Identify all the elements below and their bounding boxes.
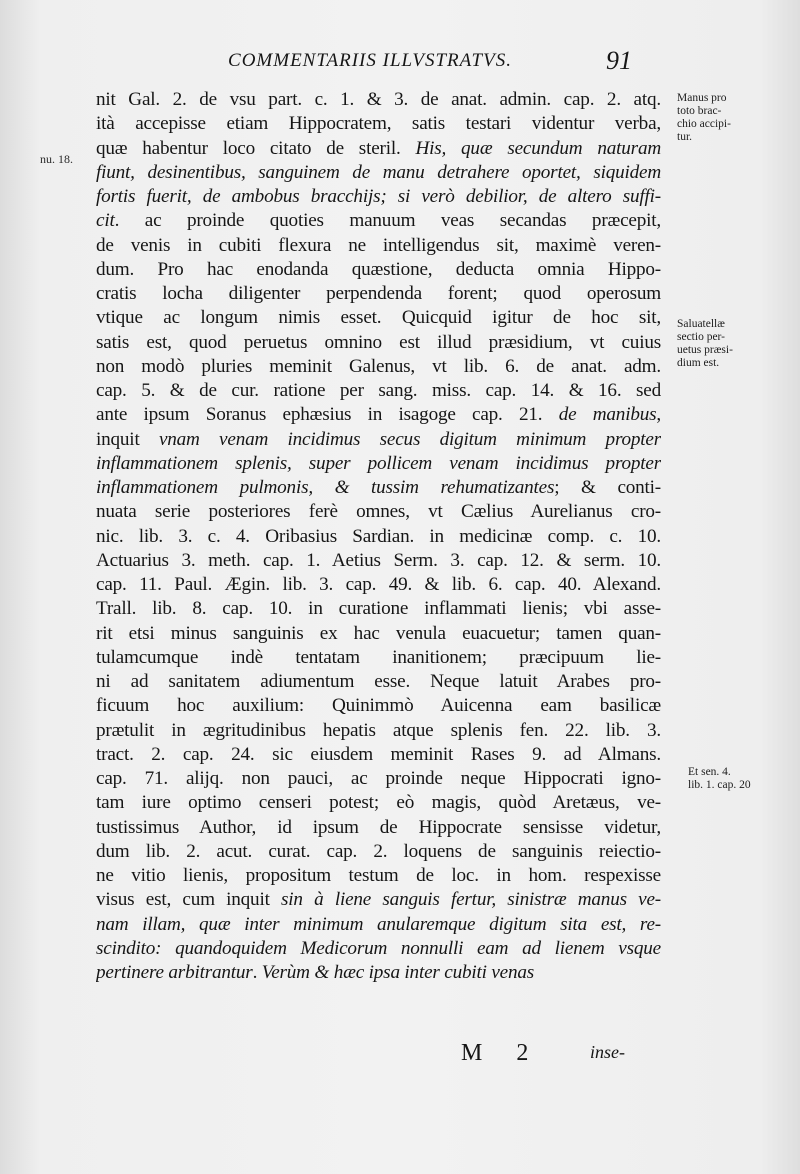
text-line bbox=[96, 331, 661, 355]
text-segment: , bbox=[656, 404, 661, 426]
text-segment: quæ habentur loco citato de steril. bbox=[96, 137, 416, 159]
text-segment: tulamcumque indè tentatam inanitionem; præcipuum lie- bbox=[96, 646, 661, 668]
text-segment: . ac proinde quoties manuum veas secandas præcepit, bbox=[114, 210, 661, 232]
text-segment: . bbox=[252, 962, 262, 983]
text-line bbox=[96, 670, 661, 694]
italic-text-segment: vnam venam incidimus secus digitum minimum propter bbox=[158, 428, 661, 450]
text-line bbox=[96, 88, 661, 112]
catchword: inse- bbox=[590, 1042, 625, 1062]
text-line bbox=[96, 258, 661, 282]
text-line bbox=[96, 888, 661, 912]
text-segment: dum lib. 2. acut. curat. cap. 2. loquens de sanguinis reiectio- bbox=[96, 840, 661, 862]
text-line bbox=[96, 306, 661, 330]
text-segment: nic. lib. 3. c. 4. Oribasius Sardian. in medicinæ comp. c. 10. bbox=[96, 525, 661, 547]
text-line bbox=[96, 525, 661, 549]
text-line bbox=[96, 622, 661, 646]
text-line bbox=[96, 209, 661, 233]
text-line bbox=[96, 864, 661, 888]
text-line bbox=[96, 500, 661, 524]
margin-note-2: Saluatellæ sectio per- uetus præsi- dium est. bbox=[677, 318, 733, 369]
text-segment: dum. Pro hac enodanda quæstione, deducta omnia Hippo- bbox=[96, 258, 661, 280]
running-title: COMMENTARIIS ILLVSTRATVS. bbox=[228, 50, 512, 71]
italic-text-segment: sin à liene sanguis fertur, sinistræ manus ve- bbox=[281, 889, 661, 911]
italic-text-segment: His, quæ secundum naturam bbox=[415, 137, 661, 159]
text-segment: tam iure optimo censeri potest; eò magis, quòd Aretæus, ve- bbox=[96, 792, 661, 814]
signature-mark: M 2 bbox=[461, 1040, 543, 1066]
italic-text-segment: inflammationem pulmonis, & tussim rehumatizantes bbox=[96, 477, 555, 498]
text-line bbox=[96, 282, 661, 306]
text-line bbox=[96, 379, 661, 403]
text-line bbox=[96, 137, 661, 161]
text-line bbox=[96, 549, 661, 573]
text-segment: nuata serie posteriores ferè omnes, vt Cælius Aurelianus cro- bbox=[96, 501, 661, 523]
text-line bbox=[96, 573, 661, 597]
text-segment: Actuarius 3. meth. cap. 1. Aetius Serm. 3. cap. 12. & serm. 10. bbox=[96, 549, 661, 571]
text-line bbox=[96, 161, 661, 185]
text-segment: tract. 2. cap. 24. sic eiusdem meminit Rases 9. ad Almans. bbox=[96, 743, 661, 765]
italic-text-segment: cit bbox=[96, 210, 115, 232]
italic-text-segment: nam illam, quæ inter minimum anularemque digitum sita est, re- bbox=[96, 913, 661, 935]
left-margin-note: nu. 18. bbox=[40, 152, 73, 166]
text-segment: inquit bbox=[96, 428, 159, 450]
text-segment: tustissimus Author, id ipsum de Hippocrate sensisse videtur, bbox=[96, 816, 661, 838]
text-line bbox=[96, 961, 661, 985]
text-line bbox=[96, 937, 661, 961]
text-line bbox=[96, 185, 661, 209]
text-segment: vtique ac longum nimis esset. Quicquid igitur de hoc sit, bbox=[96, 307, 661, 329]
text-line bbox=[96, 234, 661, 258]
text-line bbox=[96, 743, 661, 767]
text-segment: non modò pluries meminit Galenus, vt lib. 6. de anat. adm. bbox=[96, 355, 661, 377]
text-line bbox=[96, 452, 661, 476]
text-line bbox=[96, 694, 661, 718]
text-segment: cap. 11. Paul. Ægin. lib. 3. cap. 49. & lib. 6. cap. 40. Alexand. bbox=[96, 574, 661, 595]
italic-text-segment: scindito: quandoquidem Medicorum nonnulli eam ad lienem vsque bbox=[96, 937, 661, 959]
text-line bbox=[96, 112, 661, 136]
italic-text-segment: de manibus bbox=[558, 404, 657, 426]
text-segment: de venis in cubiti flexura ne intelligendus sit, maximè veren- bbox=[96, 234, 661, 256]
text-line bbox=[96, 816, 661, 840]
italic-text-segment: fiunt, desinentibus, sanguinem de manu detrahere oportet, siquidem bbox=[96, 161, 661, 183]
text-segment: satis est, quod peruetus omnino est illud præsidium, vt cuius bbox=[96, 331, 661, 353]
text-line bbox=[96, 476, 661, 500]
body-text bbox=[96, 88, 661, 985]
text-segment: ; & conti- bbox=[554, 477, 661, 498]
text-line bbox=[96, 646, 661, 670]
text-segment: ne vitio lienis, propositum testum de loc. in hom. respexisse bbox=[96, 865, 661, 886]
margin-note-3: Et sen. 4. lib. 1. cap. 20 bbox=[688, 766, 751, 791]
text-segment: rit etsi minus sanguinis ex hac venula euacuetur; tamen quan- bbox=[96, 622, 661, 644]
page-number: 91 bbox=[606, 46, 632, 75]
text-segment: ni ad sanitatem adiumentum esse. Neque latuit Arabes pro- bbox=[96, 671, 661, 692]
text-segment: prætulit in ægritudinibus hepatis atque splenis fen. 22. lib. 3. bbox=[96, 719, 661, 741]
text-line bbox=[96, 913, 661, 937]
text-line bbox=[96, 597, 661, 621]
text-line bbox=[96, 403, 661, 427]
italic-text-segment: fortis fuerit, de ambobus bracchijs; si verò debilior, de altero suffi- bbox=[96, 186, 661, 207]
margin-note-1: Manus pro toto brac- chio accipi- tur. bbox=[677, 92, 731, 143]
text-line bbox=[96, 840, 661, 864]
text-segment: ante ipsum Soranus ephæsius in isagoge cap. 21. bbox=[96, 404, 559, 426]
text-line bbox=[96, 791, 661, 815]
text-segment: cap. 5. & de cur. ratione per sang. miss. cap. 14. & 16. sed bbox=[96, 380, 661, 401]
text-segment: cratis locha diligenter perpendenda forent; quod operosum bbox=[96, 283, 661, 304]
text-line bbox=[96, 767, 661, 791]
text-segment: visus est, cum inquit bbox=[96, 889, 282, 911]
text-line bbox=[96, 428, 661, 452]
italic-text-segment: pertinere arbitrantur bbox=[96, 962, 253, 983]
text-segment: Trall. lib. 8. cap. 10. in curatione inflammati lienis; vbi asse- bbox=[96, 598, 661, 620]
text-line bbox=[96, 355, 661, 379]
text-line bbox=[96, 719, 661, 743]
text-segment: ficuum hoc auxilium: Quinimmò Auicenna eam basilicæ bbox=[96, 695, 661, 717]
text-segment: nit Gal. 2. de vsu part. c. 1. & 3. de anat. admin. cap. 2. atq. bbox=[96, 89, 661, 110]
text-segment: ità accepisse etiam Hippocratem, satis testari videntur verba, bbox=[96, 113, 661, 135]
italic-text-segment: inflammationem splenis, super pollicem venam incidimus propter bbox=[96, 452, 661, 474]
italic-text-segment: Verùm & hæc ipsa inter cubiti venas bbox=[261, 962, 535, 983]
text-segment: cap. 71. alijq. non pauci, ac proinde neque Hippocrati igno- bbox=[96, 768, 661, 789]
